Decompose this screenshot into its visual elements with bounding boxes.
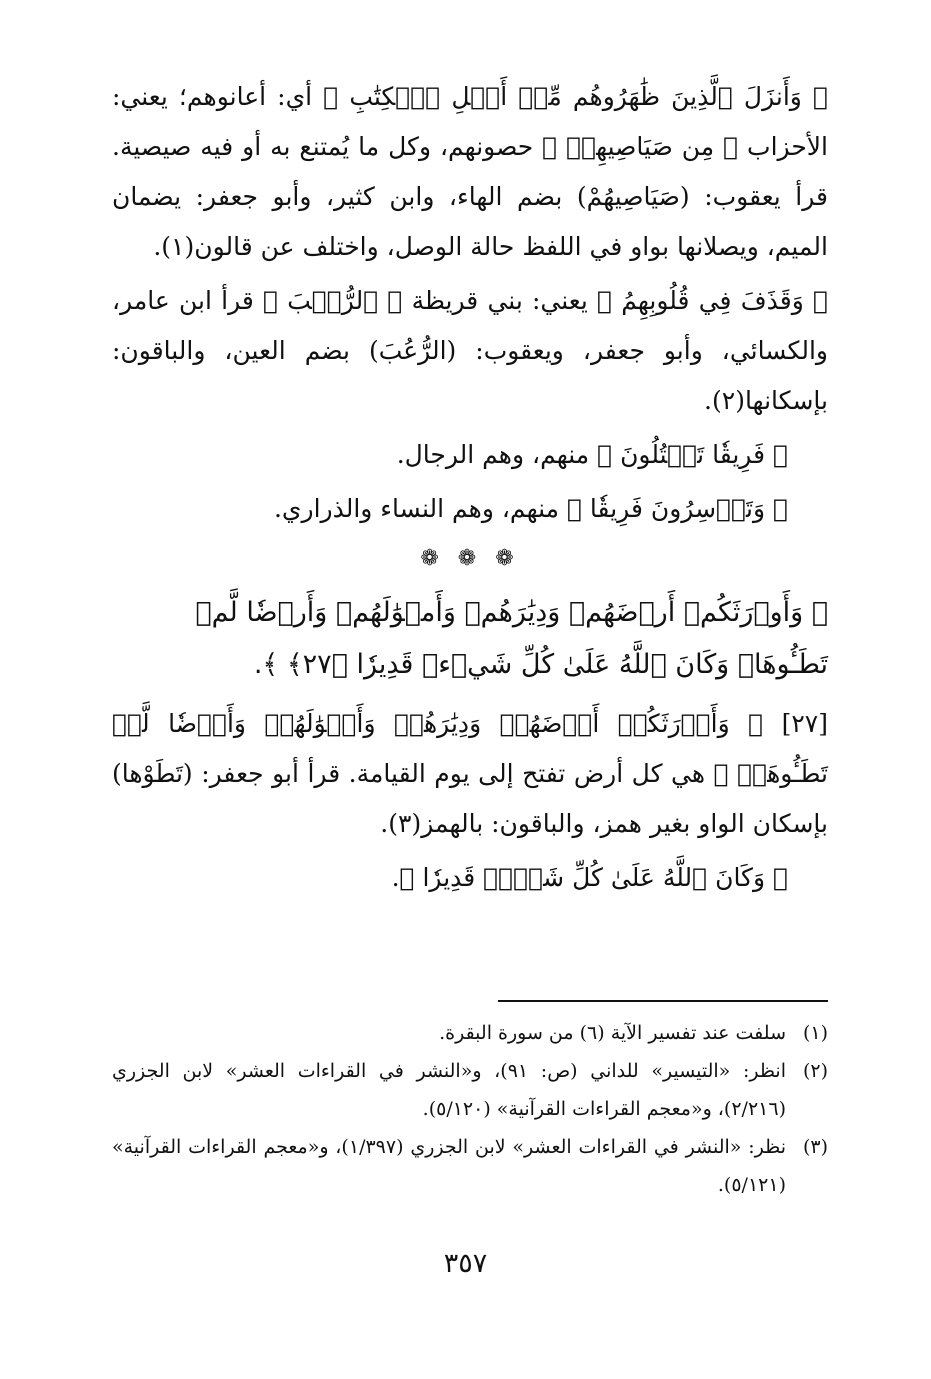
footnote-number: (٢) xyxy=(802,1060,828,1082)
footnote-text: سلفت عند تفسير الآية (٦) من سورة البقرة. xyxy=(439,1022,786,1044)
commentary-paragraph-1: [٢٧] ﴿ وَأَوۡرَثَكُمۡ أَرۡضَهُمۡ وَدِيَٰرَهُمۡ وَأَمۡوَٰلَهُمۡ وَأَرۡضٗا لَّمۡ تَطَـُٔوهَاۚ ﴾ هي كل أرض تفتح إلى يوم القيامة. قرأ أبو جعفر: (تَطَوْها) بإسكان الواو بغير همز، والباقون: بالهمز(٣). xyxy=(112,709,828,838)
section-separator: ❁ ❁ ❁ xyxy=(420,546,520,571)
footnote-divider xyxy=(498,1000,828,1002)
footnote-number: (١) xyxy=(802,1022,828,1044)
quran-verse-27: ﴿ وَأَوۡرَثَكُمۡ أَرۡضَهُمۡ وَدِيَٰرَهُمۡ وَأَمۡوَٰلَهُمۡ وَأَرۡضٗا لَّمۡ تَطَـُٔوهَاۚ وَكَانَ ٱللَّهُ عَلَىٰ كُلِّ شَيۡءٖ قَدِيرٗا ﴿٢٧﴾ ﴾. xyxy=(195,597,828,680)
footnote-text: انظر: «التيسير» للداني (ص: ٩١)، و«النشر في القراءات العشر» لابن الجزري (٢/٢١٦)، و«معجم القراءات القرآنية» (٥/١٢٠). xyxy=(112,1060,786,1120)
footnote-1 xyxy=(112,1014,828,1052)
commentary-paragraph-2: ﴿ وَكَانَ ٱللَّهُ عَلَىٰ كُلِّ شَيۡءٖ قَدِيرٗا ﴾. xyxy=(391,863,788,892)
footnote-number: (٣) xyxy=(802,1136,828,1158)
paragraph-2: ﴿ وَقَذَفَ فِي قُلُوبِهِمُ ﴾ يعني: بني قريظة ﴿ ٱلرُّعۡبَ ﴾ قرأ ابن عامر، والكسائي، وأبو جعفر، ويعقوب: (الرُّعُبَ) بضم العين، والباقون: بإسكانها(٢). xyxy=(112,286,828,415)
footnote-3 xyxy=(112,1128,828,1204)
footnote-2 xyxy=(112,1052,828,1128)
page-body xyxy=(112,72,828,907)
paragraph-1: ﴿ وَأَنزَلَ ٱلَّذِينَ ظَٰهَرُوهُم مِّنۡ أَهۡلِ ٱلۡكِتَٰبِ ﴾ أي: أعانوهم؛ يعني: الأحزاب ﴿ مِن صَيَاصِيهِمۡ ﴾ حصونهم، وكل ما يُمتنع به أو فيه صيصية. قرأ يعقوب: (صَيَاصِيهُمْ) بضم الهاء، وابن كثير، وأبو جعفر: يضمان الميم، ويصلانها بواو في اللفظ حالة الوصل، واختلف عن قالون(١). xyxy=(112,82,828,261)
page-number: ٣٥٧ xyxy=(443,1248,488,1279)
paragraph-3: ﴿ فَرِيقٗا تَقۡتُلُونَ ﴾ منهم، وهم الرجال. xyxy=(396,440,788,469)
footnote-text: نظر: «النشر في القراءات العشر» لابن الجزري (١/٣٩٧)، و«معجم القراءات القرآنية» (٥/١٢١). xyxy=(112,1136,787,1196)
footnotes xyxy=(112,1014,828,1204)
paragraph-4: ﴿ وَتَأۡسِرُونَ فَرِيقٗا ﴾ منهم، وهم النساء والذراري. xyxy=(273,494,788,523)
